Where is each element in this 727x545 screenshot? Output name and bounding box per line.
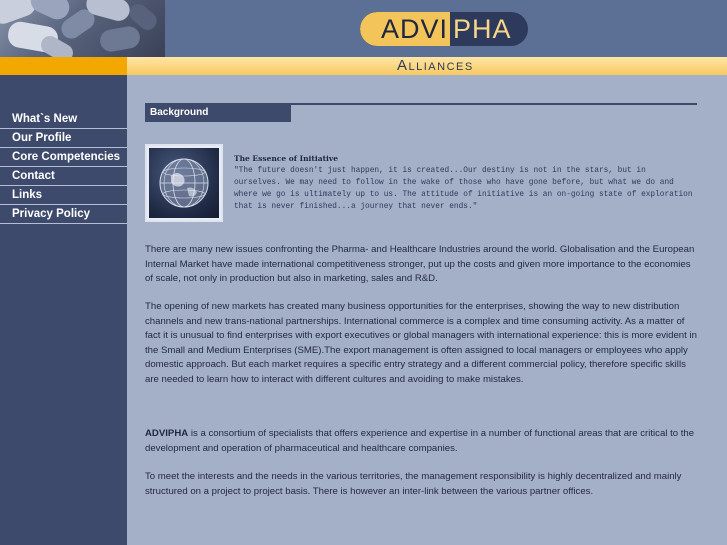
- header-banner: [0, 0, 727, 57]
- essence-quote: "The future doesn't just happen, it is created...Our destiny is not in the stars, but in ourselves. We may need to follow in the wake of those who have gone before, but what we do and where we go is ultimately up to us. The attitude of initiative is an on-going state of exploration that is never finished...a journey that never ends.": [234, 167, 693, 211]
- globe-image: [145, 144, 223, 222]
- nav-item-our-profile[interactable]: Our Profile: [0, 130, 127, 148]
- nav-item-contact[interactable]: Contact: [0, 168, 127, 186]
- logo-text-right: PHA: [453, 13, 512, 44]
- paragraph-1: There are many new issues confronting the Pharma- and Healthcare Industries around the world. Globalisation and the European Internal Market have made international competitiveness stronger, put up the costs and given more importance to the economies of scale, not only in production but also in marketing, sales and R&D.: [145, 244, 695, 285]
- paragraph-3-text: is a consortium of specialists that offers experience and expertise in a number of functional areas that are critical to the development and operation of pharmaceutical and healthcare companies.: [145, 428, 695, 454]
- paragraph-4: To meet the interests and the needs in the various territories, the management responsibility is highly decentralized and mainly structured on a project to project basis. There is however an inter-link between the various partner offices.: [145, 471, 682, 497]
- nav-menu: [0, 111, 127, 225]
- nav-item-core-competencies[interactable]: Core Competencies: [0, 149, 127, 167]
- orange-band-left: [0, 57, 127, 75]
- sidebar: [0, 75, 127, 545]
- alliances-subtitle: Alliances: [397, 57, 474, 74]
- paragraph-2: The opening of new markets has created many business opportunities for the enterprises, showing the way to new distribution channels and new trans-national partnerships. International commerce is a complex and time consuming activity. As a matter of fact it is unusual to find enterprises with export executives or global managers with international experience: this is more evident in the Small and Medium Enterprises (SME).The export management is often assigned to local managers or employees who apply domestic approach. But each market requires a specific entry strategy and a different commercial policy, therefore specific skills are needed to learn how to interact with different cultures and avoiding to make mistakes.: [145, 301, 697, 385]
- essence-title: The Essence of Initiative: [234, 154, 339, 163]
- logo-text-left: ADVI: [360, 12, 450, 46]
- nav-item-privacy-policy[interactable]: Privacy Policy: [0, 206, 127, 224]
- nav-item-whats-new[interactable]: What`s New: [0, 111, 127, 129]
- paragraph-3: [145, 427, 700, 456]
- nav-item-links[interactable]: Links: [0, 187, 127, 205]
- globe-icon: [149, 148, 219, 218]
- advipha-logo: [360, 12, 528, 46]
- pills-photo: [0, 0, 165, 57]
- brand-name: ADVIPHA: [145, 428, 189, 439]
- section-title: Background: [145, 104, 291, 122]
